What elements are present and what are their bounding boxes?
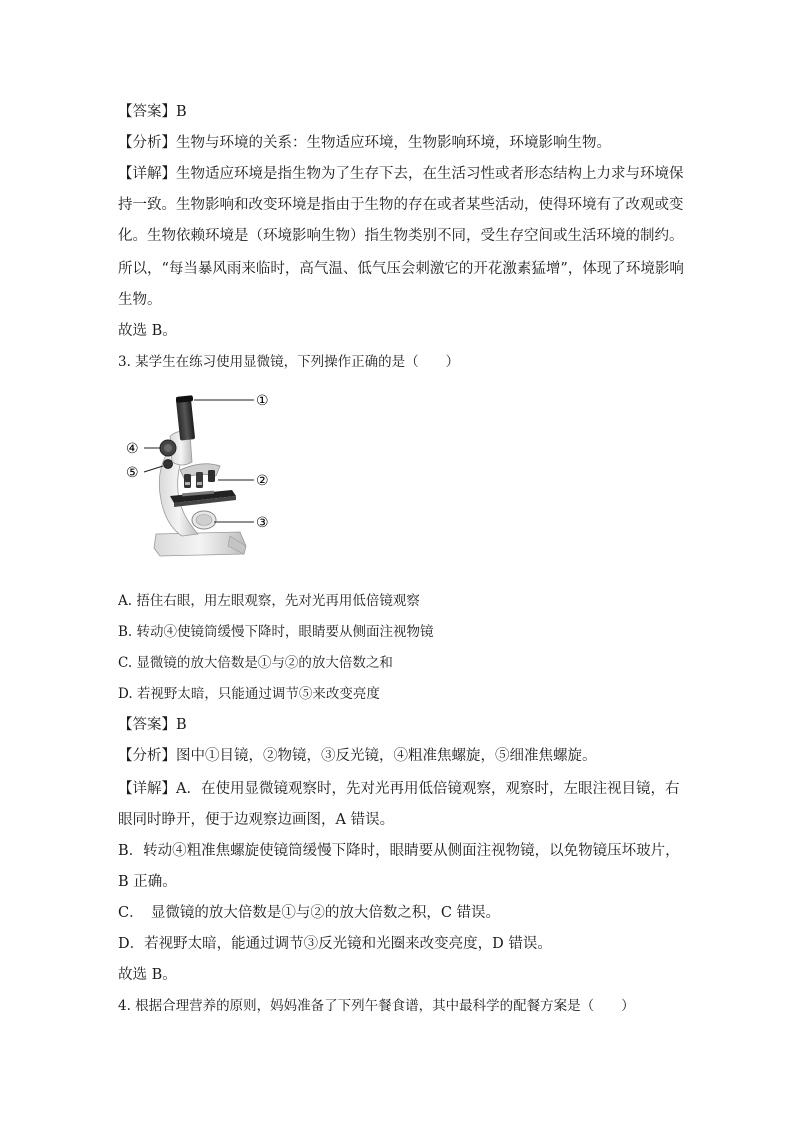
- detail-line: B．转动④粗准焦螺旋使镜筒缓慢下降时，眼睛要从侧面注视物镜，以免物镜压坏玻片，: [118, 843, 680, 859]
- detail-line: 所以，“每当暴风雨来临时，高气温、低气压会刺激它的开花激素猛增”，体现了环境影响: [118, 261, 684, 277]
- objective-lens: [184, 474, 191, 488]
- choose-line: 故选 B。: [118, 323, 177, 339]
- objective-lens: [196, 472, 203, 488]
- option-c: C. 显微镜的放大倍数是①与②的放大倍数之和: [118, 655, 393, 671]
- detail-line: 持一致。生物影响和改变环境是指由于生物的存在或者某些活动，使得环境有了改观或变: [118, 197, 684, 213]
- detail-line: 【详解】A．在使用显微镜观察时，先对光再用低倍镜观察，观察时，左眼注视目镜，右: [118, 781, 680, 797]
- option-b: B. 转动④使镜筒缓慢下降时，眼睛要从侧面注视物镜: [118, 624, 434, 640]
- label-5: ⑤: [126, 465, 139, 481]
- fine-focus-knob: [164, 460, 173, 469]
- label-3: ③: [256, 515, 269, 531]
- answer-line: 【答案】B: [118, 104, 187, 120]
- question-4-stem: 4. 根据合理营养的原则，妈妈准备了下列午餐食谱，其中最科学的配餐方案是（ ）: [118, 998, 635, 1014]
- question-3-stem: 3. 某学生在练习使用显微镜，下列操作正确的是（ ）: [118, 354, 460, 370]
- detail-line: C． 显微镜的放大倍数是①与②的放大倍数之积，C 错误。: [118, 905, 501, 921]
- detail-line: 生物。: [118, 292, 162, 308]
- detail-line: D．若视野太暗，能通过调节③反光镜和光圈来改变亮度，D 错误。: [118, 936, 552, 952]
- microscope-figure: [120, 384, 290, 560]
- detail-line: 【详解】生物适应环境是指生物为了生存下去，在生活习性或者形态结构上力求与环境保: [118, 166, 684, 182]
- label-4: ④: [126, 441, 139, 457]
- label-2: ②: [256, 473, 269, 489]
- detail-line: 化。生物依赖环境是（环境影响生物）指生物类别不同，受生存空间或生活环境的制约。: [118, 228, 684, 244]
- label-1: ①: [256, 393, 269, 409]
- answer-line: 【答案】B: [118, 717, 187, 733]
- detail-line: B 正确。: [118, 874, 177, 890]
- choose-line: 故选 B。: [118, 967, 177, 983]
- analysis-line: 【分析】图中①目镜，②物镜，③反光镜，④粗准焦螺旋，⑤细准焦螺旋。: [118, 748, 597, 764]
- option-d: D. 若视野太暗，只能通过调节⑤来改变亮度: [118, 686, 380, 702]
- detail-line: 眼同时睁开，便于边观察边画图，A 错误。: [118, 812, 395, 828]
- microscope-illustration: [120, 384, 290, 560]
- option-a: A. 捂住右眼，用左眼观察，先对光再用低倍镜观察: [118, 593, 420, 609]
- objective-lens: [208, 470, 215, 482]
- analysis-line: 【分析】生物与环境的关系：生物适应环境，生物影响环境，环境影响生物。: [118, 135, 611, 151]
